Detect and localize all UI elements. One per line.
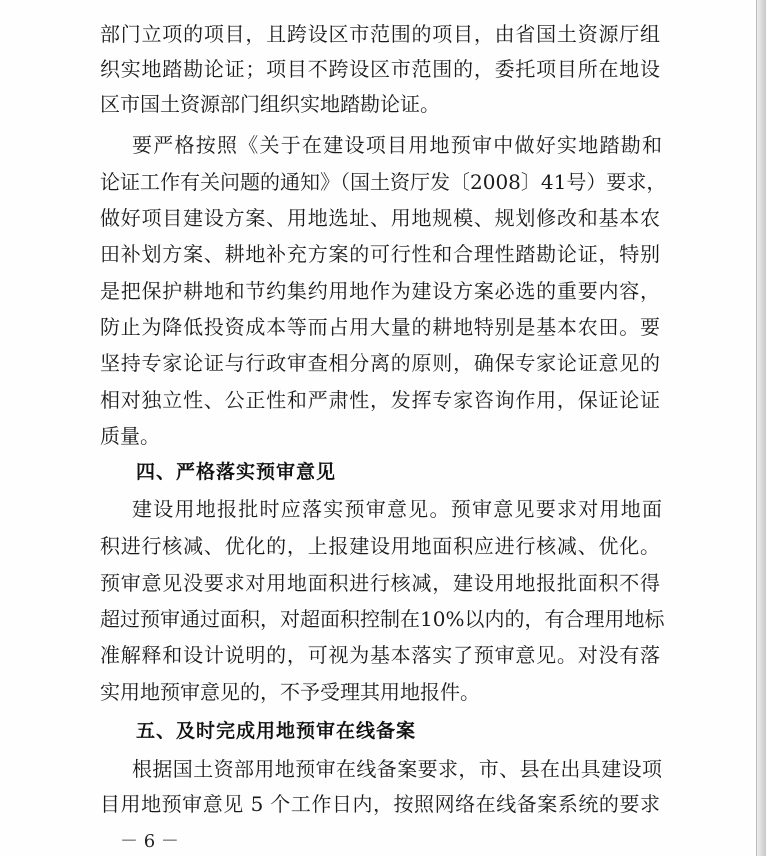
paragraph-2-line-8: 相对独立性、公正性和严肃性，发挥专家咨询作用，保证论证 bbox=[100, 388, 660, 412]
paragraph-2-line-2: 论证工作有关问题的通知》（国土资厅发〔2008〕41号）要求， bbox=[100, 170, 667, 194]
paragraph-2-line-6: 防止为降低投资成本等而占用大量的耕地特别是基本农田。要 bbox=[100, 315, 660, 339]
paragraph-3-line-6: 实用地预审意见的，不予受理其用地报件。 bbox=[100, 680, 480, 704]
section-heading-5: 五、及时完成用地预审在线备案 bbox=[136, 720, 417, 742]
paragraph-2-line-7: 坚持专家论证与行政审查相分离的原则，确保专家论证意见的 bbox=[100, 351, 660, 375]
paragraph-3-line-1: 建设用地报批时应落实预审意见。预审意见要求对用地面 bbox=[132, 497, 662, 521]
paragraph-2-line-5: 是把保护耕地和节约集约用地作为建设方案必选的重要内容， bbox=[100, 279, 660, 303]
page-edge-shadow bbox=[756, 0, 766, 856]
paragraph-4-line-2: 目用地预审意见 5 个工作日内，按照网络在线备案系统的要求 bbox=[100, 792, 660, 816]
paragraph-1-line-3: 区市国土资源部门组织实地踏勘论证。 bbox=[100, 92, 440, 116]
paragraph-3-line-5: 准解释和设计说明的，可视为基本落实了预审意见。对没有落 bbox=[100, 643, 660, 667]
paragraph-2-line-3: 做好项目建设方案、用地选址、用地规模、规划修改和基本农 bbox=[100, 206, 660, 230]
paragraph-1-line-1: 部门立项的项目，且跨设区市范围的项目，由省国土资源厅组 bbox=[100, 22, 660, 46]
paragraph-2-line-4: 田补划方案、耕地补充方案的可行性和合理性踏勘论证，特别 bbox=[100, 242, 660, 266]
paragraph-2-line-9: 质量。 bbox=[100, 424, 160, 448]
paragraph-2-line-1: 要严格按照《关于在建设项目用地预审中做好实地踏勘和 bbox=[132, 133, 662, 157]
section-heading-4: 四、严格落实预审意见 bbox=[136, 461, 337, 483]
paragraph-3-line-3: 预审意见没要求对用地面积进行核减，建设用地报批面积不得 bbox=[100, 571, 660, 595]
page-number: － 6 － bbox=[120, 831, 179, 852]
paragraph-4-line-1: 根据国土资部用地预审在线备案要求，市、县在出具建设项 bbox=[132, 757, 662, 781]
paragraph-3-line-4: 超过预审通过面积，对超面积控制在10%以内的，有合理用地标 bbox=[100, 607, 665, 631]
paragraph-1-line-2: 织实地踏勘论证；项目不跨设区市范围的，委托项目所在地设 bbox=[100, 57, 660, 81]
paragraph-3-line-2: 积进行核减、优化的，上报建设用地面积应进行核减、优化。 bbox=[100, 534, 660, 558]
